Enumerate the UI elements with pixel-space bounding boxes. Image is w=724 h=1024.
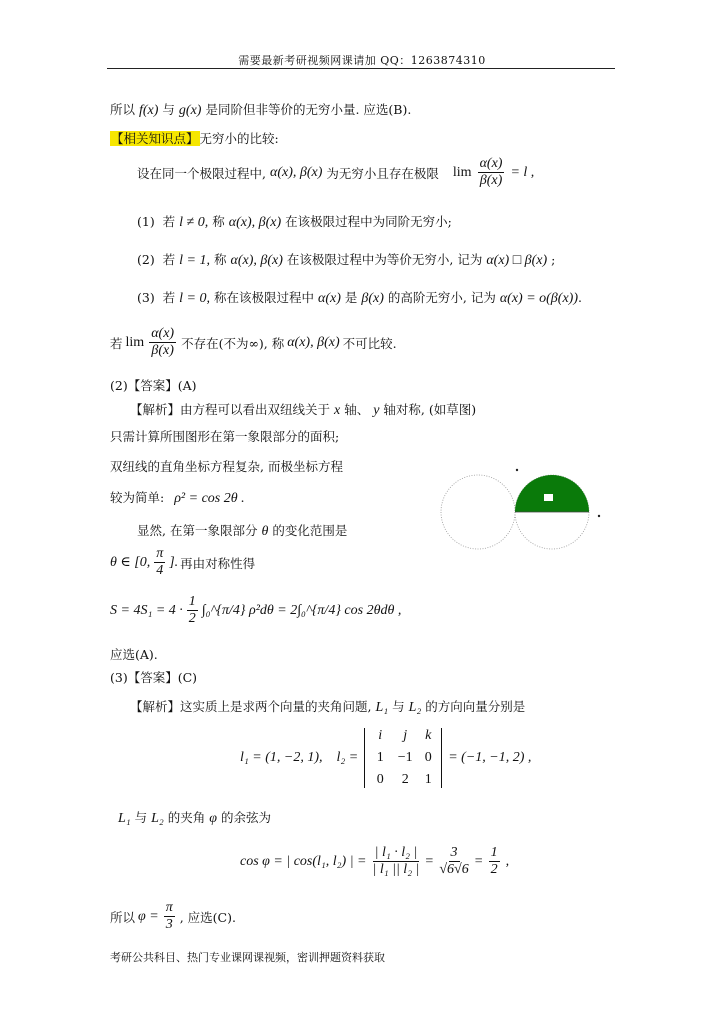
axis-end-dot [598, 515, 600, 517]
page-footer: 考研公共科目、热门专业课网课视频，密训押题资料获取 [110, 951, 385, 964]
knowledge-tag: 【相关知识点】 [111, 131, 199, 146]
cosine-formula: cos φ = | cos(l₁, l₂) | = $\frac{\text{| l₁ · l₂ |}}{\text{| l₁ || l₂ |}}$ = $\frac{3}{√6√6}$ = $\frac{1}{2}$ , [240, 845, 510, 878]
angle-intro: L₁ 与 L₂ 的夹角 φ 的余弦为 [118, 810, 272, 826]
region-marker [544, 494, 553, 501]
q2-analysis-5: 显然, 在第一象限部分 θ 的变化范围是 [137, 523, 348, 539]
q3-analysis-1: 【解析】这实质上是求两个向量的夹角问题, L₁ 与 L₂ 的方向向量分别是 [130, 699, 526, 715]
determinant: i j k 1 −1 0 0 2 1 [364, 728, 442, 788]
q3-answer: (3)【答案】(C) [110, 670, 198, 685]
case-1: (1) 若 l ≠ 0, 称 α(x), β(x) 在该极限过程中为同阶无穷小; [137, 214, 452, 230]
non-comparable-line: 若 lim $\frac{\alpha(x)}{\beta(x)}$ 不存在(不为∞), 称 α(x), β(x) 不可比较. [110, 326, 397, 359]
page-header: 需要最新考研视频网课请加 QQ：1263874310 [238, 54, 486, 67]
left-loop [441, 475, 515, 549]
header-rule [107, 68, 615, 69]
q2-area-formula: S = 4S₁ = 4 · $\frac{1}{2}$ ∫₀^{π/4} ρ²dθ = 2∫₀^{π/4} cos 2θdθ , [110, 594, 402, 627]
q2-theta-range: θ ∈ [0, $\frac{\pi}{4}$ ]. 再由对称性得 [110, 546, 256, 579]
first-quadrant-region [515, 475, 589, 512]
case-3: (3) 若 l = 0, 称在该极限过程中 α(x) 是 β(x) 的高阶无穷小, 记为 α(x) = o(β(x)). [137, 290, 582, 306]
direction-vectors: l₁ = (1, −2, 1), l₂ = i j k 1 −1 0 0 2 1 = (−1, −1, 2) , [240, 728, 532, 787]
q2-analysis-3: 双纽线的直角坐标方程复杂, 而极坐标方程 [110, 459, 343, 474]
lemniscate-figure [440, 462, 610, 558]
definition-line: 设在同一个极限过程中, α(x), β(x) 为无穷小且存在极限 lim $\frac{\alpha(x)}{\beta(x)}$ = l , [137, 156, 535, 189]
axis-tip-dot [516, 469, 518, 471]
q2-analysis-4: 较为简单: ρ² = cos 2θ . [110, 490, 245, 506]
q2-choose: 应选(A). [110, 647, 158, 662]
q2-analysis-2: 只需计算所围图形在第一象限部分的面积; [110, 429, 340, 444]
q2-analysis-1: 【解析】由方程可以看出双纽线关于 x 轴、 y 轴对称, (如草图) [130, 402, 477, 418]
case-2: (2) 若 l = 1, 称 α(x), β(x) 在该极限过程中为等价无穷小, 记为 α(x) □ β(x) ; [137, 252, 556, 268]
knowledge-heading: 【相关知识点】无穷小的比较: [111, 131, 279, 146]
final-answer: 所以 φ = $\frac{\pi}{3}$ , 应选(C). [110, 900, 236, 933]
conclusion-line: 所以 f(x) 与 g(x) 是同阶但非等价的无穷小量. 应选(B). [110, 102, 412, 118]
q2-answer: (2)【答案】(A) [110, 378, 197, 393]
